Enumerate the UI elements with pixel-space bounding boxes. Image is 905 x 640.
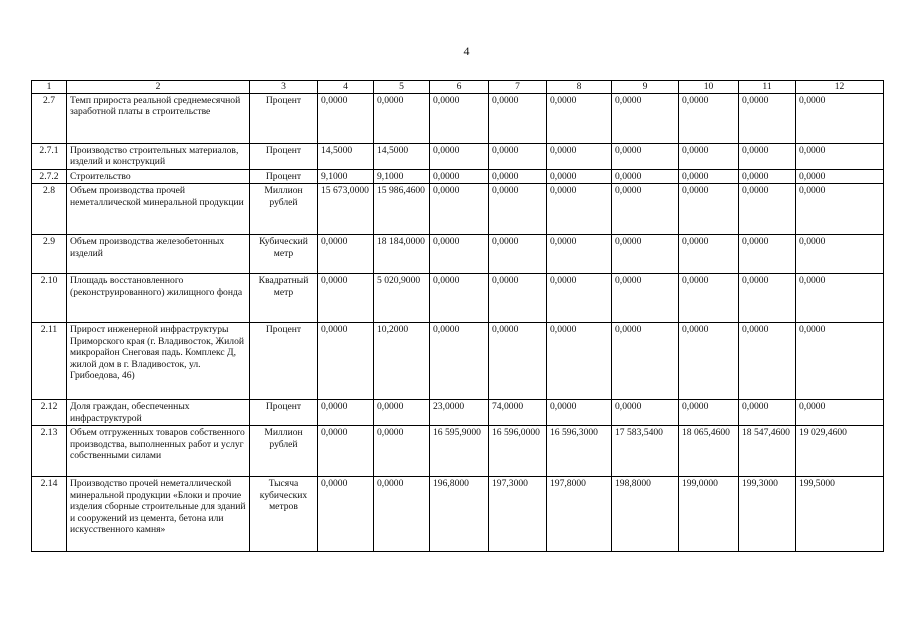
- value-cell: 74,0000: [489, 400, 547, 426]
- value-cell: 197,3000: [489, 477, 547, 552]
- value-cell: 18 184,0000: [374, 235, 430, 274]
- value-cell: 0,0000: [796, 169, 884, 184]
- row-number: 2.13: [32, 426, 67, 477]
- table-row: [32, 93, 884, 143]
- value-cell: 0,0000: [739, 235, 796, 274]
- value-cell: 0,0000: [430, 93, 489, 143]
- value-cell: 0,0000: [318, 235, 374, 274]
- indicator-name: Темп прироста реальной среднемесячной заработной платы в строительстве: [67, 93, 250, 143]
- value-cell: 198,8000: [612, 477, 679, 552]
- table-row: [32, 426, 884, 477]
- value-cell: 15 986,4600: [374, 184, 430, 235]
- value-cell: 16 596,0000: [489, 426, 547, 477]
- table-body: [32, 93, 884, 552]
- value-cell: 0,0000: [612, 274, 679, 323]
- column-header: 3: [250, 81, 318, 94]
- unit-of-measure: Кубический метр: [250, 235, 318, 274]
- unit-of-measure: Процент: [250, 169, 318, 184]
- value-cell: 0,0000: [430, 169, 489, 184]
- value-cell: 0,0000: [547, 323, 612, 400]
- value-cell: 9,1000: [374, 169, 430, 184]
- unit-of-measure: Процент: [250, 93, 318, 143]
- value-cell: 0,0000: [739, 323, 796, 400]
- value-cell: 15 673,0000: [318, 184, 374, 235]
- value-cell: 0,0000: [679, 184, 739, 235]
- indicator-name: Доля граждан, обеспеченных инфраструктурой: [67, 400, 250, 426]
- value-cell: 0,0000: [489, 169, 547, 184]
- value-cell: 0,0000: [374, 93, 430, 143]
- column-header: 10: [679, 81, 739, 94]
- value-cell: 0,0000: [739, 184, 796, 235]
- column-header: 12: [796, 81, 884, 94]
- indicator-name: Объем производства прочей неметаллической минеральной продукции: [67, 184, 250, 235]
- value-cell: 197,8000: [547, 477, 612, 552]
- indicator-name: Производство строительных материалов, изделий и конструкций: [67, 143, 250, 169]
- value-cell: 0,0000: [679, 169, 739, 184]
- value-cell: 0,0000: [612, 169, 679, 184]
- value-cell: 0,0000: [318, 93, 374, 143]
- value-cell: 0,0000: [796, 400, 884, 426]
- unit-of-measure: Процент: [250, 323, 318, 400]
- value-cell: 0,0000: [489, 184, 547, 235]
- value-cell: 0,0000: [489, 93, 547, 143]
- value-cell: 0,0000: [612, 93, 679, 143]
- value-cell: 0,0000: [374, 477, 430, 552]
- column-header: 11: [739, 81, 796, 94]
- unit-of-measure: Процент: [250, 400, 318, 426]
- value-cell: 9,1000: [318, 169, 374, 184]
- unit-of-measure: Квадратный метр: [250, 274, 318, 323]
- column-header: 6: [430, 81, 489, 94]
- table-row: [32, 274, 884, 323]
- value-cell: 0,0000: [489, 323, 547, 400]
- value-cell: 14,5000: [318, 143, 374, 169]
- value-cell: 0,0000: [612, 400, 679, 426]
- value-cell: 0,0000: [739, 143, 796, 169]
- value-cell: 0,0000: [430, 323, 489, 400]
- value-cell: 0,0000: [739, 274, 796, 323]
- value-cell: 18 547,4600: [739, 426, 796, 477]
- value-cell: 0,0000: [374, 426, 430, 477]
- row-number: 2.7: [32, 93, 67, 143]
- value-cell: 10,2000: [374, 323, 430, 400]
- row-number: 2.12: [32, 400, 67, 426]
- value-cell: 0,0000: [547, 274, 612, 323]
- table-row: [32, 143, 884, 169]
- value-cell: 0,0000: [489, 143, 547, 169]
- row-number: 2.11: [32, 323, 67, 400]
- value-cell: 199,5000: [796, 477, 884, 552]
- value-cell: 0,0000: [430, 235, 489, 274]
- value-cell: 0,0000: [547, 169, 612, 184]
- indicator-name: Производство прочей неметаллической минеральной продукции «Блоки и прочие изделия сборные строительные для зданий и сооружений из цемента, бетона или искусственного камня»: [67, 477, 250, 552]
- column-header: 1: [32, 81, 67, 94]
- table-row: [32, 400, 884, 426]
- column-header: 2: [67, 81, 250, 94]
- table-row: [32, 323, 884, 400]
- table-row: [32, 235, 884, 274]
- value-cell: 0,0000: [547, 184, 612, 235]
- value-cell: 0,0000: [796, 235, 884, 274]
- value-cell: 196,8000: [430, 477, 489, 552]
- page-number: 4: [463, 44, 470, 58]
- table-row: [32, 184, 884, 235]
- row-number: 2.9: [32, 235, 67, 274]
- value-cell: 0,0000: [612, 143, 679, 169]
- value-cell: 0,0000: [796, 274, 884, 323]
- value-cell: 0,0000: [547, 143, 612, 169]
- value-cell: 0,0000: [739, 169, 796, 184]
- value-cell: 16 596,3000: [547, 426, 612, 477]
- value-cell: 0,0000: [318, 426, 374, 477]
- value-cell: 0,0000: [430, 143, 489, 169]
- indicator-name: Объем производства железобетонных изделий: [67, 235, 250, 274]
- value-cell: 0,0000: [679, 400, 739, 426]
- value-cell: 0,0000: [318, 400, 374, 426]
- table-row: [32, 477, 884, 552]
- value-cell: 0,0000: [796, 184, 884, 235]
- indicator-name: Объем отгруженных товаров собственного производства, выполненных работ и услуг собственными силами: [67, 426, 250, 477]
- value-cell: 0,0000: [612, 323, 679, 400]
- row-number: 2.8: [32, 184, 67, 235]
- column-header: 7: [489, 81, 547, 94]
- row-number: 2.14: [32, 477, 67, 552]
- value-cell: 0,0000: [679, 143, 739, 169]
- value-cell: 0,0000: [612, 184, 679, 235]
- row-number: 2.7.2: [32, 169, 67, 184]
- column-header: 9: [612, 81, 679, 94]
- unit-of-measure: Миллион рублей: [250, 184, 318, 235]
- value-cell: 0,0000: [679, 274, 739, 323]
- value-cell: 0,0000: [739, 93, 796, 143]
- value-cell: 0,0000: [679, 323, 739, 400]
- value-cell: 0,0000: [679, 93, 739, 143]
- value-cell: 0,0000: [547, 235, 612, 274]
- value-cell: 0,0000: [547, 400, 612, 426]
- value-cell: 0,0000: [430, 184, 489, 235]
- value-cell: 14,5000: [374, 143, 430, 169]
- value-cell: 18 065,4600: [679, 426, 739, 477]
- value-cell: 0,0000: [547, 93, 612, 143]
- header-row: [32, 81, 884, 94]
- table-row: [32, 169, 884, 184]
- value-cell: 5 020,9000: [374, 274, 430, 323]
- unit-of-measure: Миллион рублей: [250, 426, 318, 477]
- indicator-name: Площадь восстановленного (реконструированного) жилищного фонда: [67, 274, 250, 323]
- row-number: 2.10: [32, 274, 67, 323]
- unit-of-measure: Тысяча кубических метров: [250, 477, 318, 552]
- value-cell: 0,0000: [374, 400, 430, 426]
- value-cell: 0,0000: [318, 323, 374, 400]
- value-cell: 0,0000: [612, 235, 679, 274]
- value-cell: 199,0000: [679, 477, 739, 552]
- value-cell: 0,0000: [796, 143, 884, 169]
- value-cell: 0,0000: [430, 274, 489, 323]
- value-cell: 19 029,4600: [796, 426, 884, 477]
- value-cell: 0,0000: [318, 274, 374, 323]
- value-cell: 0,0000: [489, 235, 547, 274]
- value-cell: 0,0000: [796, 323, 884, 400]
- value-cell: 199,3000: [739, 477, 796, 552]
- value-cell: 0,0000: [318, 477, 374, 552]
- value-cell: 17 583,5400: [612, 426, 679, 477]
- column-header: 5: [374, 81, 430, 94]
- row-number: 2.7.1: [32, 143, 67, 169]
- column-header: 4: [318, 81, 374, 94]
- value-cell: 0,0000: [489, 274, 547, 323]
- value-cell: 23,0000: [430, 400, 489, 426]
- value-cell: 16 595,9000: [430, 426, 489, 477]
- indicator-name: Строительство: [67, 169, 250, 184]
- unit-of-measure: Процент: [250, 143, 318, 169]
- value-cell: 0,0000: [679, 235, 739, 274]
- indicator-name: Прирост инженерной инфраструктуры Приморского края (г. Владивосток, Жилой микрорайон Снеговая падь. Комплекс Д, жилой дом в г. Владивосток, ул. Грибоедова, 46): [67, 323, 250, 400]
- column-header: 8: [547, 81, 612, 94]
- value-cell: 0,0000: [739, 400, 796, 426]
- indicators-table: [31, 80, 884, 552]
- value-cell: 0,0000: [796, 93, 884, 143]
